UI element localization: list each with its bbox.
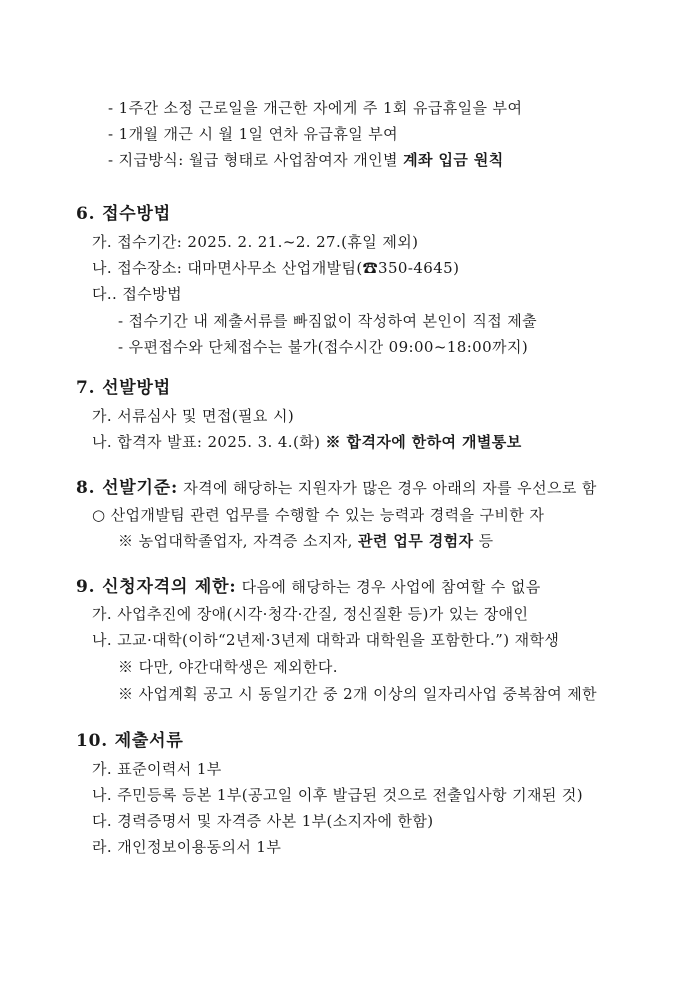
section-6-heading: 6. 접수방법 xyxy=(76,204,171,224)
phone-number: 350-4645) xyxy=(378,259,460,277)
document-resume: 가. 표준이력서 1부 xyxy=(92,760,222,778)
application-period: 가. 접수기간: 2025. 2. 21.~2. 27.(휴일 제외) xyxy=(92,233,419,251)
criteria-note-text: ※ 농업대학졸업자, 자격증 소지자, xyxy=(118,532,358,550)
section-8-title: 8. 선발기준: xyxy=(76,478,179,498)
selection-screening: 가. 서류심사 및 면접(필요 시) xyxy=(92,407,295,425)
restriction-student: 나. 고교·대학(이하“2년제·3년제 대학과 대학원을 포함한다.”) 재학생 xyxy=(92,631,560,649)
payment-method-text: - 지급방식: 월급 형태로 사업참여자 개인별 xyxy=(108,151,404,169)
restriction-night-school-note: ※ 다만, 야간대학생은 제외한다. xyxy=(118,658,338,676)
criteria-note-suffix: 등 xyxy=(473,532,494,550)
payment-method-bold: 계좌 입금 원칙 xyxy=(403,151,504,169)
document-privacy-consent: 라. 개인정보이용동의서 1부 xyxy=(92,838,282,856)
section-9-heading xyxy=(76,577,541,597)
criteria-note-bold: 관련 업무 경험자 xyxy=(357,532,474,550)
selection-criteria-item: ○ 산업개발팀 관련 업무를 수행할 수 있는 능력과 경력을 구비한 자 xyxy=(92,506,545,524)
annual-leave-bullet: - 1개월 개근 시 월 1일 연차 유급휴일 부여 xyxy=(108,125,399,143)
application-place xyxy=(92,258,459,278)
selection-announcement xyxy=(92,432,522,452)
section-8-heading xyxy=(76,478,597,498)
announcement-note: ※ 합격자에 한하여 개별통보 xyxy=(325,433,522,451)
section-8-description: 자격에 해당하는 지원자가 많은 경우 아래의 자를 우선으로 함 xyxy=(178,479,597,497)
application-method-in-person: - 접수기간 내 제출서류를 빠짐없이 작성하여 본인이 직접 제출 xyxy=(118,312,538,330)
section-9-title: 9. 신청자격의 제한: xyxy=(76,577,237,597)
paid-holiday-bullet: - 1주간 소정 근로일을 개근한 자에게 주 1회 유급휴일을 부여 xyxy=(108,99,523,117)
application-method-label: 다.. 접수방법 xyxy=(92,285,182,303)
payment-method-bullet xyxy=(108,150,504,170)
section-10-heading: 10. 제출서류 xyxy=(76,731,184,751)
selection-criteria-note xyxy=(118,531,494,551)
section-7-heading: 7. 선발방법 xyxy=(76,378,171,398)
phone-icon: ☎ xyxy=(362,259,379,277)
restriction-duplicate-note: ※ 사업계획 공고 시 동일기간 중 2개 이상의 일자리사업 중복참여 제한 xyxy=(118,685,598,703)
document-resident-registration: 나. 주민등록 등본 1부(공고일 이후 발급된 것으로 전출입사항 기재된 것) xyxy=(92,786,584,804)
announcement-date: 나. 합격자 발표: 2025. 3. 4.(화) xyxy=(92,433,326,451)
application-place-text: 나. 접수장소: 대마면사무소 산업개발팀( xyxy=(92,259,363,277)
section-9-description: 다음에 해당하는 경우 사업에 참여할 수 없음 xyxy=(236,578,541,596)
restriction-disability: 가. 사업추진에 장애(시각·청각·간질, 정신질환 등)가 있는 장애인 xyxy=(92,605,529,623)
document-career-certificate: 다. 경력증명서 및 자격증 사본 1부(소지자에 한함) xyxy=(92,812,434,830)
application-method-restrictions: - 우편접수와 단체접수는 불가(접수시간 09:00~18:00까지) xyxy=(118,338,529,356)
